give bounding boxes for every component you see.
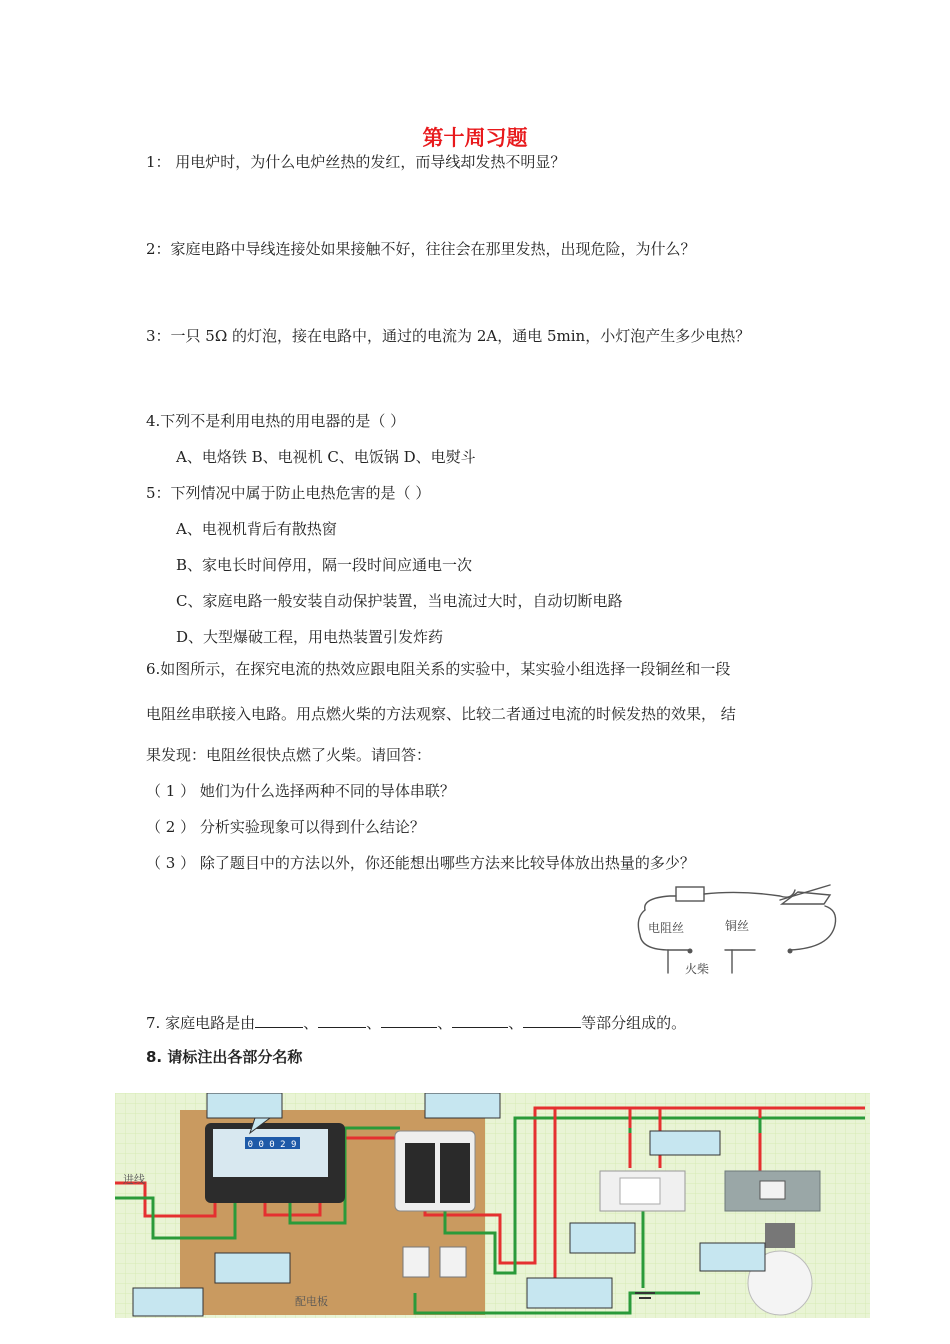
question-4-stem: 4.下列不是利用电热的用电器的是（ ）: [146, 412, 406, 430]
blank-5[interactable]: [523, 1013, 581, 1028]
label-resistor-wire: 电阻丝: [648, 921, 685, 935]
experiment-sketch: [630, 880, 845, 980]
resistor-box: [676, 887, 704, 901]
blank-4[interactable]: [452, 1013, 508, 1028]
switch-shape: [782, 892, 830, 904]
question-5-option-c: C、家庭电路一般安装自动保护装置，当电流过大时，自动切断电路: [176, 592, 623, 610]
sep-4: 、: [508, 1014, 524, 1032]
label-incoming: 进线: [123, 1173, 145, 1186]
callout-ground: [527, 1278, 612, 1308]
sep-1: 、: [303, 1014, 319, 1032]
question-6-line-3: 果发现：电阻丝很快点燃了火柴。请回答：: [146, 746, 432, 764]
question-7: [146, 1012, 686, 1033]
question-8: 8. 请标注出各部分名称: [146, 1048, 303, 1066]
callout-bulb: [700, 1243, 765, 1271]
question-6-sub-1: （ 1 ） 她们为什么选择两种不同的导体串联？: [146, 782, 455, 800]
question-5-option-d: D、大型爆破工程，用电热装置引发炸药: [176, 628, 444, 646]
page-title: 第十周习题: [422, 125, 528, 150]
question-7-suffix: 等部分组成的。: [581, 1014, 687, 1032]
question-6-sub-3: （ 3 ） 除了题目中的方法以外，你还能想出哪些方法来比较导体放出热量的多少？: [146, 854, 695, 872]
fuse-right: [440, 1247, 466, 1277]
question-6-sub-2: （ 2 ） 分析实验现象可以得到什么结论？: [146, 818, 425, 836]
callout-board: [215, 1253, 290, 1283]
blank-2[interactable]: [318, 1013, 366, 1028]
question-5-option-b: B、家电长时间停用，隔一段时间应通电一次: [176, 556, 473, 574]
question-5-stem: 5：下列情况中属于防止电热危害的是（ ）: [146, 484, 431, 502]
question-3: 3：一只 5Ω 的灯泡，接在电路中，通过的电流为 2A，通电 5min，小灯泡产生多少电热？: [146, 327, 751, 345]
wiring-diagram: [115, 1093, 870, 1318]
label-copper-wire: 铜丝: [725, 919, 750, 933]
callout-meter: [207, 1093, 282, 1118]
callout-upper-right: [650, 1131, 720, 1155]
label-board: 配电板: [295, 1295, 328, 1308]
bulb-holder: [765, 1223, 795, 1248]
sep-3: 、: [437, 1014, 453, 1032]
question-7-prefix: 7. 家庭电路是由: [146, 1014, 256, 1032]
question-6-line-2: 电阻丝串联接入电路。用点燃火柴的方法观察、比较二者通过电流的时候发热的效果， 结: [146, 705, 736, 723]
question-4-options: A、电烙铁 B、电视机 C、电饭锅 D、电熨斗: [176, 448, 476, 466]
question-6-line-1: 6.如图所示，在探究电流的热效应跟电阻关系的实验中，某实验小组选择一段铜丝和一段: [146, 660, 731, 678]
meter-digits: 0 0 0 2 9: [247, 1140, 297, 1150]
question-2: 2：家庭电路中导线连接处如果接触不好，往往会在那里发热，出现危险，为什么？: [146, 240, 696, 258]
callout-incoming: [133, 1288, 203, 1316]
question-1: 1： 用电炉时，为什么电炉丝热的发红，而导线却发热不明显？: [146, 153, 566, 171]
callout-socket: [570, 1223, 635, 1253]
blank-1[interactable]: [255, 1013, 303, 1028]
sep-2: 、: [366, 1014, 382, 1032]
question-5-option-a: A、电视机背后有散热窗: [176, 520, 337, 538]
blank-3[interactable]: [381, 1013, 437, 1028]
fuse-left: [403, 1247, 429, 1277]
callout-main-switch: [425, 1093, 500, 1118]
label-match: 火柴: [685, 962, 710, 976]
